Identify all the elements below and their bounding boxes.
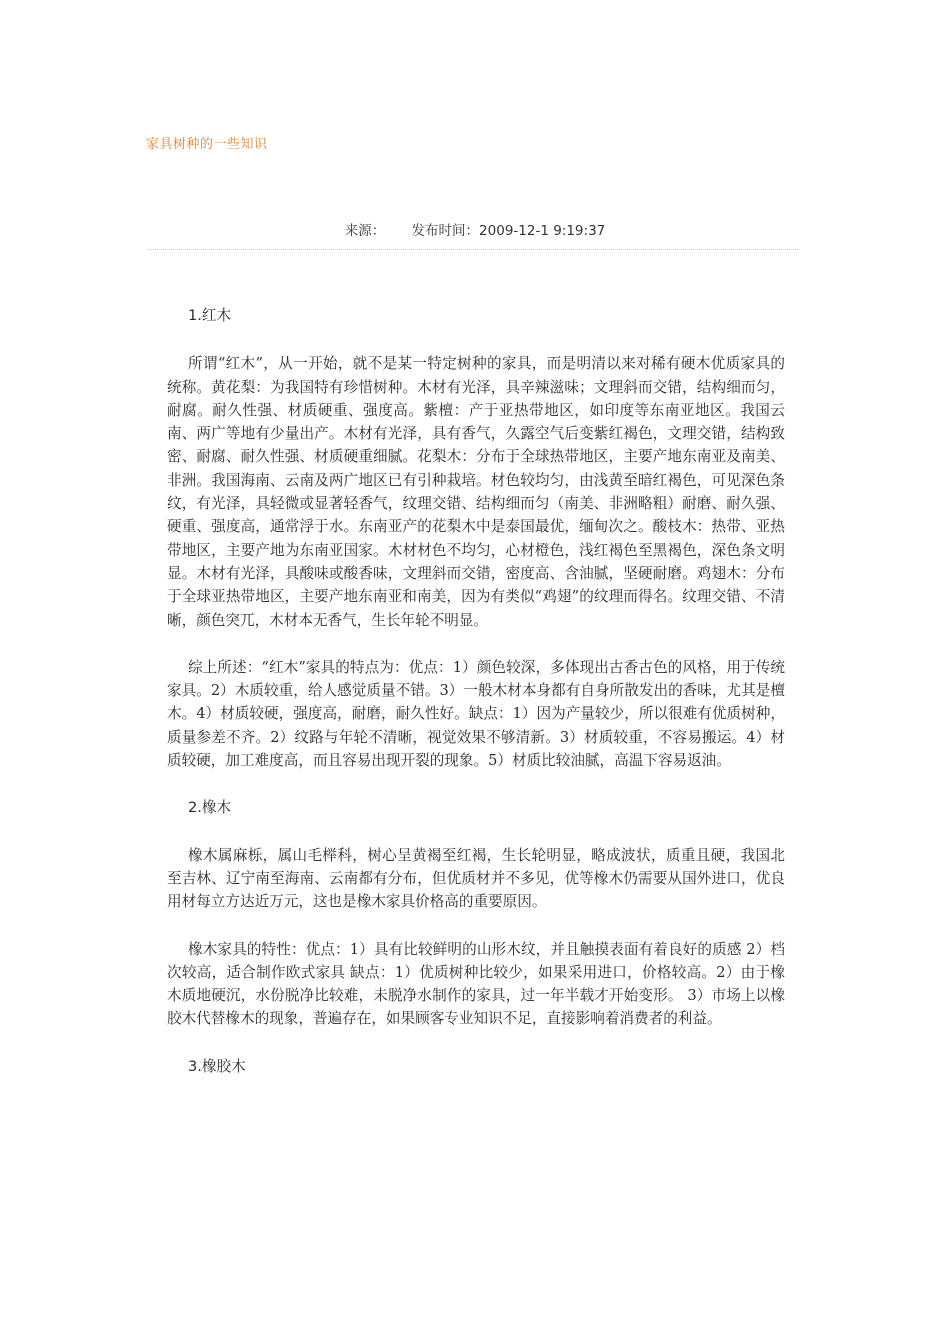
section-heading-xiangmu: 2.橡木: [188, 799, 232, 817]
page-title[interactable]: 家具树种的一些知识: [146, 137, 268, 152]
article-meta: [0, 219, 950, 239]
divider: [148, 249, 800, 250]
publish-label: 发布时间：: [411, 223, 480, 239]
paragraph-xiangmu-intro: 橡木属麻栎，属山毛榉科，树心呈黄褐至红褐，生长轮明显，略成波状，质重且硬，我国北至吉林、辽宁南至海南、云南都有分布，但优质材并不多见，优等橡木仍需要从国外进口，优良用材每立方达近万元，这也是橡木家具价格高的重要原因。: [167, 846, 785, 911]
publish-time: 2009-12-1 9:19:37: [479, 223, 606, 239]
source-label: 来源：: [344, 223, 386, 239]
paragraph-hongmu-summary: 综上所述：“红木”家具的特点为：优点：1）颜色较深，多体现出古香古色的风格，用于传统家具。2）木质较重，给人感觉质量不错。3）一般木材本身都有自身所散发出的香味，尤其是檀木。4）材质较硬，强度高，耐磨，耐久性好。缺点：1）因为产量较少，所以很难有优质树种，质量参差不齐。2）纹路与年轮不清晰，视觉效果不够清新。3）材质较重，不容易搬运。4）材质较硬，加工难度高，而且容易出现开裂的现象。5）材质比较油腻，高温下容易返油。: [167, 658, 785, 770]
paragraph-xiangmu-features: 橡木家具的特性：优点：1）具有比较鲜明的山形木纹，并且触摸表面有着良好的质感 2）档次较高，适合制作欧式家具 缺点：1）优质树种比较少，如果采用进口，价格较高。2）由于橡木质地硬沉，水份脱净比较难，未脱净水制作的家具，过一年半载才开始变形。 3）市场上以橡胶木代替橡木的现象，普遍存在，如果顾客专业知识不足，直接影响着消费者的利益。: [167, 940, 785, 1028]
paragraph-hongmu-intro: 所谓“红木”，从一开始，就不是某一特定树种的家具，而是明清以来对稀有硬木优质家具的统称。黄花梨：为我国特有珍惜树种。木材有光泽，具辛辣滋味；文理斜而交错，结构细而匀，耐腐。耐久性强、材质硬重、强度高。紫檀：产于亚热带地区，如印度等东南亚地区。我国云南、两广等地有少量出产。木材有光泽，具有香气，久露空气后变紫红褐色，文理交错，结构致密、耐腐、耐久性强、材质硬重细腻。花梨木：分布于全球热带地区，主要产地东南亚及南美、非洲。我国海南、云南及两广地区已有引种栽培。材色较均匀，由浅黄至暗红褐色，可见深色条纹，有光泽，具轻微或显著轻香气，纹理交错、结构细而匀（南美、非洲略粗）耐磨、耐久强、硬重、强度高，通常浮于水。东南亚产的花梨木中是泰国最优，缅甸次之。酸枝木：热带、亚热带地区，主要产地为东南亚国家。木材材色不均匀，心材橙色，浅红褐色至黑褐色，深色条文明显。木材有光泽，具酸味或酸香味，文理斜而交错，密度高、含油腻，坚硬耐磨。鸡翅木：分布于全球亚热带地区，主要产地东南亚和南美，因为有类似“鸡翅”的纹理而得名。纹理交错、不清晰，颜色突兀，木材本无香气，生长年轮不明显。: [167, 355, 785, 629]
section-heading-xiangjiaomu: 3.橡胶木: [188, 1057, 246, 1075]
article-body: [167, 304, 785, 1078]
section-heading-hongmu: 1.红木: [188, 307, 232, 324]
